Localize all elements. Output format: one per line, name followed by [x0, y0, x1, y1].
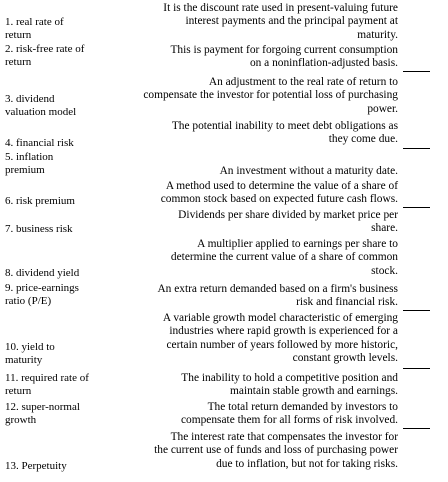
term-risk-free-rate-of-return: 2. risk-free rate of return	[5, 43, 85, 68]
answer-blank-9[interactable]	[403, 310, 430, 311]
answer-blank-12[interactable]	[403, 428, 430, 429]
term-business-risk: 7. business risk	[5, 223, 73, 235]
definition-5: An investment without a maturity date.	[219, 165, 398, 177]
definition-12: The total return demanded by investors to compensate them for all forms of risk involved.	[180, 401, 398, 427]
term-real-rate-of-return: 1. real rate of return	[5, 16, 64, 41]
term-dividend-yield: 8. dividend yield	[5, 267, 80, 279]
answer-blank-6[interactable]	[403, 207, 430, 208]
definition-9: An extra return demanded based on a firm's business risk and financial risk.	[157, 283, 398, 309]
term-super-normal-growth: 12. super-normal growth	[5, 401, 80, 426]
answer-blank-10[interactable]	[403, 368, 430, 369]
definition-3: An adjustment to the real rate of return to compensate the investor for potential loss of purchasing power.	[143, 76, 398, 115]
term-perpetuity: 13. Perpetuity	[5, 460, 67, 472]
definition-10: A variable growth model characteristic of emerging industries where rapid growth is experienced for a certain number of years followed by more historic, constant growth levels.	[162, 312, 398, 364]
term-yield-to-maturity: 10. yield to maturity	[5, 341, 55, 366]
term-required-rate-of-return: 11. required rate of return	[5, 372, 89, 397]
definition-7: Dividends per share divided by market price per share.	[178, 209, 398, 235]
definition-1: It is the discount rate used in present-valuing future interest payments and the principal payment at maturity.	[163, 2, 398, 41]
term-price-earnings-ratio: 9. price-earnings ratio (P/E)	[5, 282, 79, 307]
definition-11: The inability to hold a competitive position and maintain stable growth and earnings.	[181, 372, 398, 398]
definition-2: This is payment for forgoing current consumption on a noninflation-adjusted basis.	[170, 44, 398, 70]
term-financial-risk: 4. financial risk	[5, 137, 74, 149]
term-inflation-premium: 5. inflation premium	[5, 151, 54, 176]
definition-13: The interest rate that compensates the investor for the current use of funds and loss of purchasing power due to inflation, but not for taking risks.	[154, 431, 398, 470]
answer-blank-4[interactable]	[403, 148, 430, 149]
term-risk-premium: 6. risk premium	[5, 195, 75, 207]
term-dividend-valuation-model: 3. dividend valuation model	[5, 93, 77, 118]
definition-8: A multiplier applied to earnings per share to determine the current value of a share of common stock.	[170, 238, 398, 277]
definition-4: The potential inability to meet debt obligations as they come due.	[171, 120, 398, 146]
definition-6: A method used to determine the value of a share of common stock based on expected future cash flows.	[160, 180, 398, 206]
answer-blank-2[interactable]	[403, 71, 430, 72]
